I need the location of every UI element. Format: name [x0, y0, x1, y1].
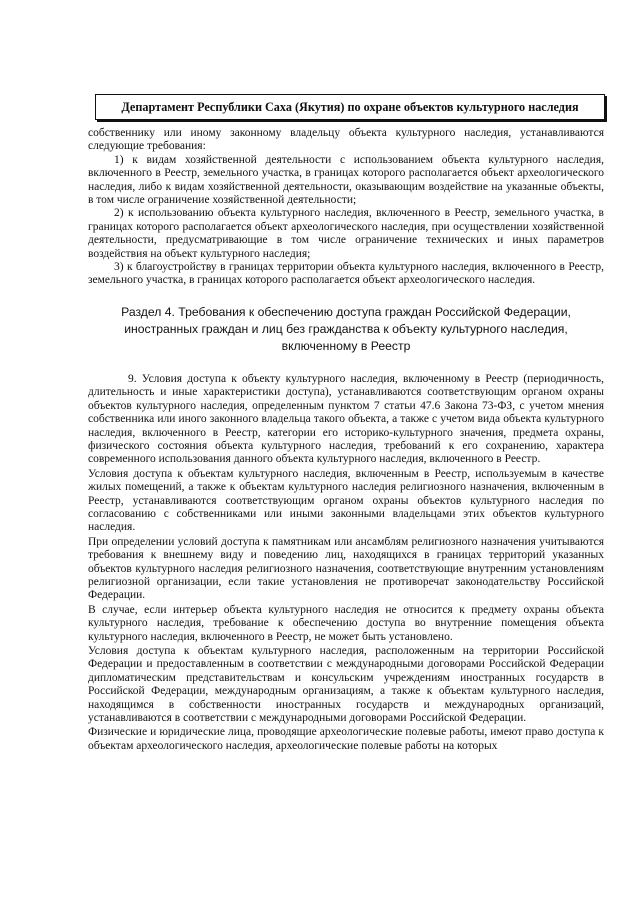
header-box — [95, 94, 605, 120]
header-title: Департамент Республики Саха (Якутия) по охране объектов культурного наследия — [121, 99, 579, 114]
paragraph-intro: собственнику или иному законному владельцу объекта культурного наследия, устанавливаются следующие требования: — [88, 127, 604, 153]
document-body — [88, 127, 604, 753]
paragraph-archaeological: Физические и юридические лица, проводящие археологические полевые работы, имеют право доступа к объектам археологического наследия, археологические полевые работы на которых — [88, 726, 604, 752]
paragraph-religious-requirements: При определении условий доступа к памятникам или ансамблям религиозного назначения учитываются требования к внешнему виду и поведению лиц, находящихся в границах территорий указанных объектов культурного наследия религиозного назначения, соответствующие внутренним установлениям религиозной организации, если такие установления не противоречат законодательству Российской Федерации. — [88, 535, 604, 602]
paragraph-interior: В случае, если интерьер объекта культурного наследия не относится к предмету охраны объекта культурного наследия, требование к обеспечению доступа во внутренние помещения объекта культурного наследия, включенного в Реестр, не может быть установлено. — [88, 603, 604, 643]
requirement-3: 3) к благоустройству в границах территории объекта культурного наследия, включенного в Реестр, земельного участка, в границах которого располагается объект археологического наследия. — [88, 261, 604, 287]
paragraph-9: 9. Условия доступа к объекту культурного наследия, включенному в Реестр (периодичность, длительность и иные характеристики доступа), устанавливаются соответствующим органом охраны объектов культурного наследия, определенным пунктом 7 статьи 47.6 Закона 73-ФЗ, с учетом мнения собственника или иного законного владельца такого объекта, а также с учетом вида объекта культурного наследия, включенного в Реестр, категории его историко-культурного значения, предмета охраны, физического состояния объекта культурного наследия, требований к его сохранению, характера современного использования данного объекта культурного наследия, включенного в Реестр. — [88, 372, 604, 466]
requirement-2: 2) к использованию объекта культурного наследия, включенного в Реестр, земельного участка, в границах которого располагается объект археологического наследия, при осуществлении хозяйственной деятельности, предусматривающие в том числе ограничение технических и иных параметров воздействия на объект культурного наследия; — [88, 207, 604, 260]
paragraph-international: Условия доступа к объектам культурного наследия, расположенным на территории Российской Федерации и предоставленным в соответствии с международными договорами Российской Федерации дипломатическим представительствам и консульским учреждениям иностранных государств в Российской Федерации, международным организациям, а также к объектам культурного наследия, находящимся в собственности иностранных государств и международных организаций, устанавливаются в соответствии с международными договорами Российской Федерации. — [88, 645, 604, 725]
section-title: Раздел 4. Требования к обеспечению доступа граждан Российской Федерации, иностранных граждан и лиц без гражданства к объекту культурного наследия, включенному в Реестр — [121, 304, 571, 353]
requirement-1: 1) к видам хозяйственной деятельности с использованием объекта культурного наследия, включенного в Реестр, земельного участка, в границах которого располагается объект археологического наследия, либо к видам хозяйственной деятельности, оказывающим воздействие на указанные объекты, в том числе ограничение хозяйственной деятельности; — [88, 153, 604, 207]
paragraph-religious-access: Условия доступа к объектам культурного наследия, включенным в Реестр, используемым в качестве жилых помещений, а также к объектам культурного наследия религиозного назначения, включенным в Реестр, устанавливаются соответствующим органом охраны объектов культурного наследия по согласованию с собственниками или иными законными владельцами этих объектов культурного наследия. — [88, 467, 604, 534]
